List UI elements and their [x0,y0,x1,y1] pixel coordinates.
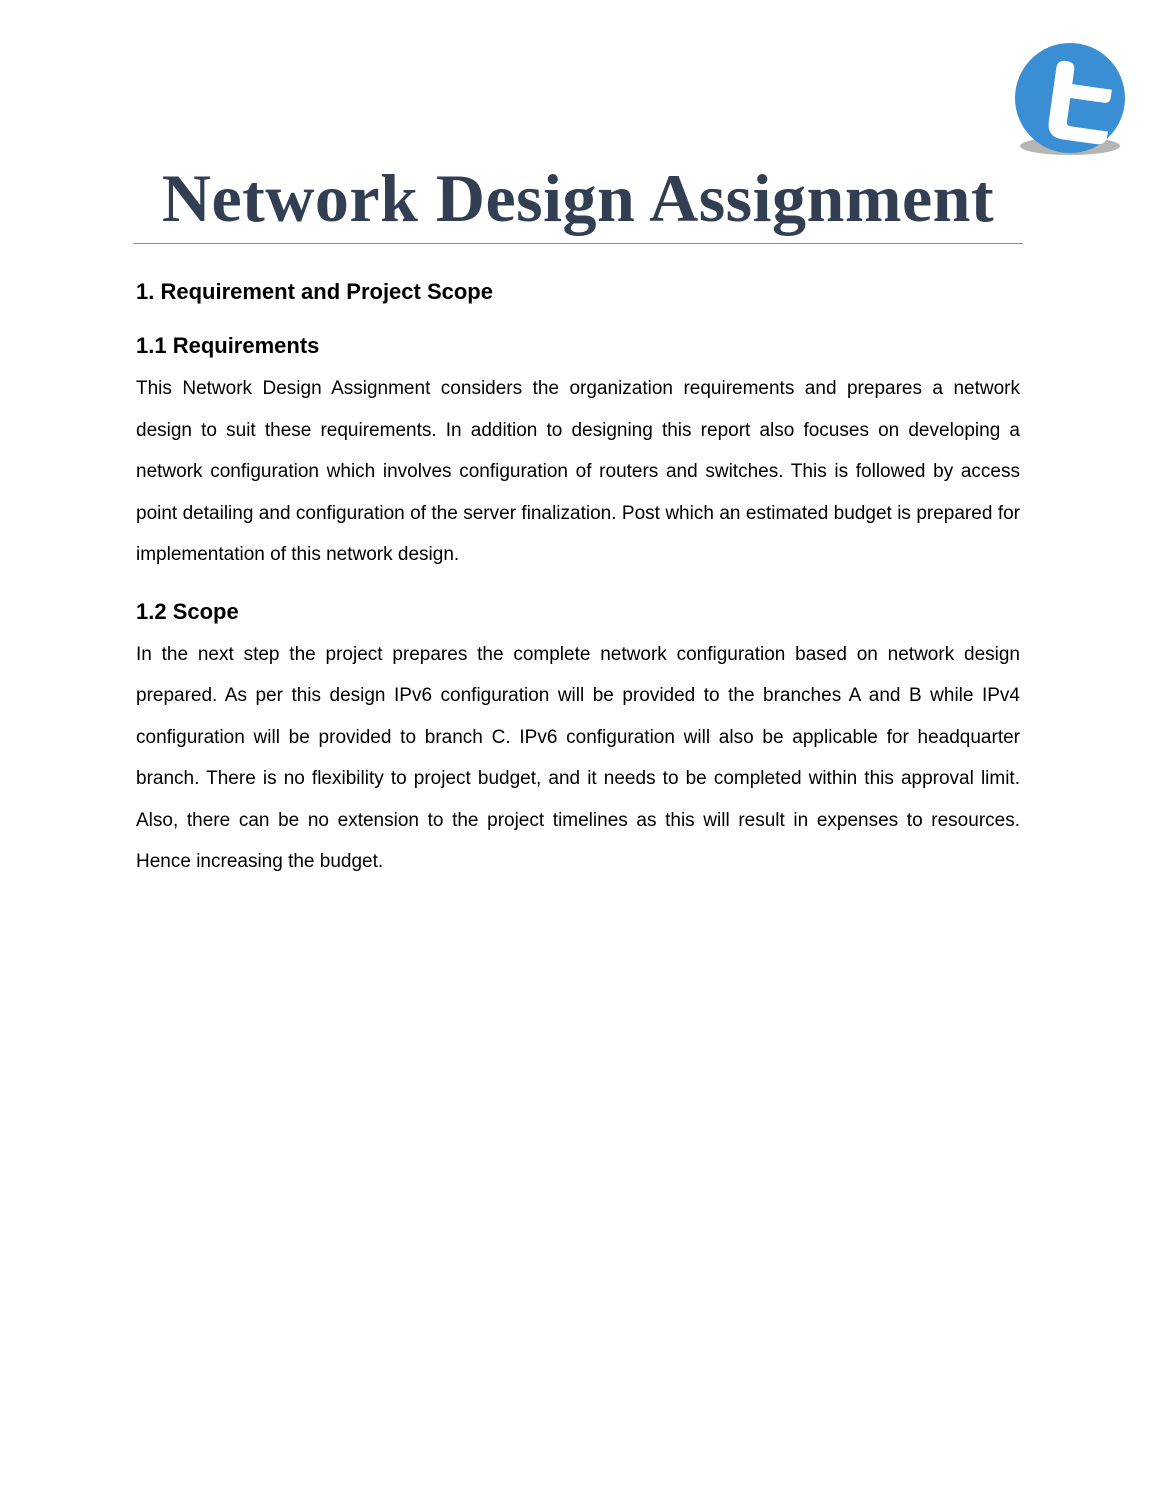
scope-paragraph: In the next step the project prepares the complete network configuration based on network design prepared. As per this design IPv6 configuration will be provided to the branches A and B while IPv4 configuration will be provided to branch C. IPv6 configuration will also be applicable for headquarter branch. There is no flexibility to project budget, and it needs to be completed within this approval limit. Also, there can be no extension to the project timelines as this will result in expenses to resources. Hence increasing the budget. [136,643,1020,872]
subsection-heading-scope: 1.2 Scope [136,598,239,624]
requirements-paragraph: This Network Design Assignment considers the organization requirements and prepares a network design to suit these requirements. In addition to designing this report also focuses on developing a network configuration which involves configuration of routers and switches. This is followed by access point detailing and configuration of the server finalization. Post which an estimated budget is prepared for implementation of this network design. [136,378,1020,565]
subsection-heading-requirements: 1.1 Requirements [136,333,320,358]
document-title: Network Design Assignment [161,160,995,236]
title-underline-divider [133,243,1023,244]
section-heading-requirement-scope: 1. Requirement and Project Scope [136,279,493,304]
document-body [136,276,1020,903]
t-logo-icon [1012,40,1130,160]
